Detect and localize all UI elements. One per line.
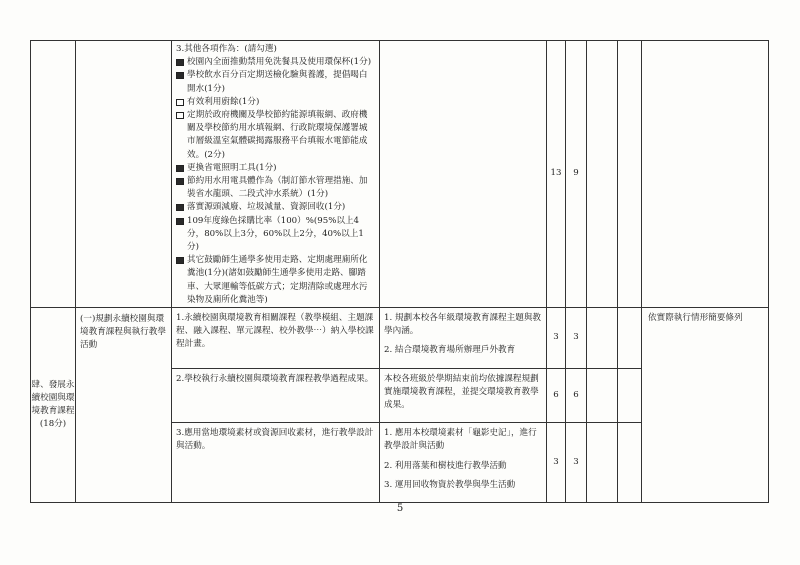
score-self: 3 [566,423,587,503]
option-label: 有效利用廚餘(1分) [187,96,260,107]
table-row [31,308,769,369]
criteria-text: 1.永續校園與環境教育相關課程（教學模組、主題課程、融入課程、單元課程、校外教學⋯）納入學校課程計畫。 [176,313,374,350]
empty-cell [380,41,547,308]
criteria-cell [172,308,380,369]
checkbox-icon[interactable] [176,112,184,119]
item-cell: (一)規劃永續校園與環境教育課程與執行教學活動 [76,308,172,503]
empty-cell [618,368,642,423]
checkbox-option[interactable] [176,56,375,69]
checkbox-option[interactable] [176,201,375,214]
score-max: 13 [547,41,566,308]
evaluation-table [30,40,769,503]
checkbox-option[interactable] [176,162,375,175]
description-line: 2. 利用落葉和樹枝進行教學活動 [384,460,507,471]
description-line: 3. 運用回收物資於教學與學生活動 [384,479,516,490]
empty-cell [31,41,76,308]
score-self: 6 [566,368,587,423]
page-number: 5 [396,503,404,514]
empty-cell [618,41,642,308]
option-label: 節約用水用電具體作為（制訂節水管理措施、加裝省水龍頭、二段式沖水系統）(1分) [187,176,368,200]
criteria-text: 3.應用當地環境素材或資源回收素材，進行教學設計與活動。 [176,428,374,452]
checkbox-icon[interactable] [176,178,184,185]
checkbox-option[interactable] [176,109,375,162]
criteria-cell [172,368,380,423]
criteria-text: 2.學校執行永續校園與環境教育課程教學過程成果。 [176,373,374,384]
category-cell: 肆、發展永續校園與環境教育課程(18分) [31,308,76,503]
checkbox-icon[interactable] [176,204,184,211]
criteria-heading: 3.其他各項作為：(請勾選) [176,44,277,54]
checkbox-icon[interactable] [176,165,184,172]
option-label: 109年度綠色採購比率（100）%(95%以上4分，80%以上3分，60%以上2分，40%以上1分) [187,215,364,253]
checkbox-option[interactable] [176,254,375,307]
option-label: 落實源頭減廢、垃圾減量、資源回收(1分) [187,202,346,213]
checkbox-icon[interactable] [176,99,184,106]
empty-cell [587,368,618,423]
empty-cell [642,41,769,308]
option-label: 校園內全面推動禁用免洗餐具及使用環保杯(1分) [187,57,372,68]
empty-cell [587,423,618,503]
score-self: 9 [566,41,587,308]
description-cell [380,308,547,369]
criteria-cell [172,41,380,308]
table-row [31,41,769,308]
description-line: 2. 結合環境教育場所辦理戶外教育 [384,345,516,356]
description-line: 1. 規劃本校各年級環境教育課程主題與教學內涵。 [384,313,542,337]
empty-cell [76,41,172,308]
option-label: 其它鼓勵師生通學多使用走路、定期處理廁所化糞池(1分)(諸如鼓勵師生通學多使用走路、腳踏車、大眾運輸等低碳方式；定期清除或處理水污染物及廁所化糞池等) [187,255,368,305]
score-max: 3 [547,308,566,369]
score-max: 3 [547,423,566,503]
checkbox-option[interactable] [176,96,375,109]
empty-cell [618,423,642,503]
description-cell [380,423,547,503]
checkbox-option[interactable] [176,69,375,95]
checkbox-icon[interactable] [176,257,184,264]
checkbox-option[interactable] [176,215,375,255]
empty-cell [618,308,642,369]
score-self: 3 [566,308,587,369]
description-line: 1. 應用本校環境素材「龜影史記」，進行教學設計與活動 [384,428,537,452]
option-label: 更換省電照明工具(1分) [187,162,277,173]
description-line: 本校各班級於學期結束前均依據課程規劃實施環境教育課程，並提交環境教育教學成果。 [384,373,539,411]
criteria-cell [172,423,380,503]
description-cell [380,368,547,423]
checkbox-icon[interactable] [176,218,184,225]
empty-cell [587,41,618,308]
option-label: 定期於政府機關及學校節約能源填報網、政府機關及學校節約用水填報網、行政院環境保護署城市層級溫室氣體碳揭露服務平台填報水電節能成效。(2分) [187,110,368,160]
checkbox-icon[interactable] [176,72,184,79]
option-label: 學校飲水百分百定期送檢化驗與養護，提倡喝白開水(1分) [187,70,368,94]
note-cell: 依實際執行情形簡要條列 [642,308,769,503]
checkbox-icon[interactable] [176,59,184,66]
checkbox-option[interactable] [176,175,375,201]
score-max: 6 [547,368,566,423]
empty-cell [587,308,618,369]
